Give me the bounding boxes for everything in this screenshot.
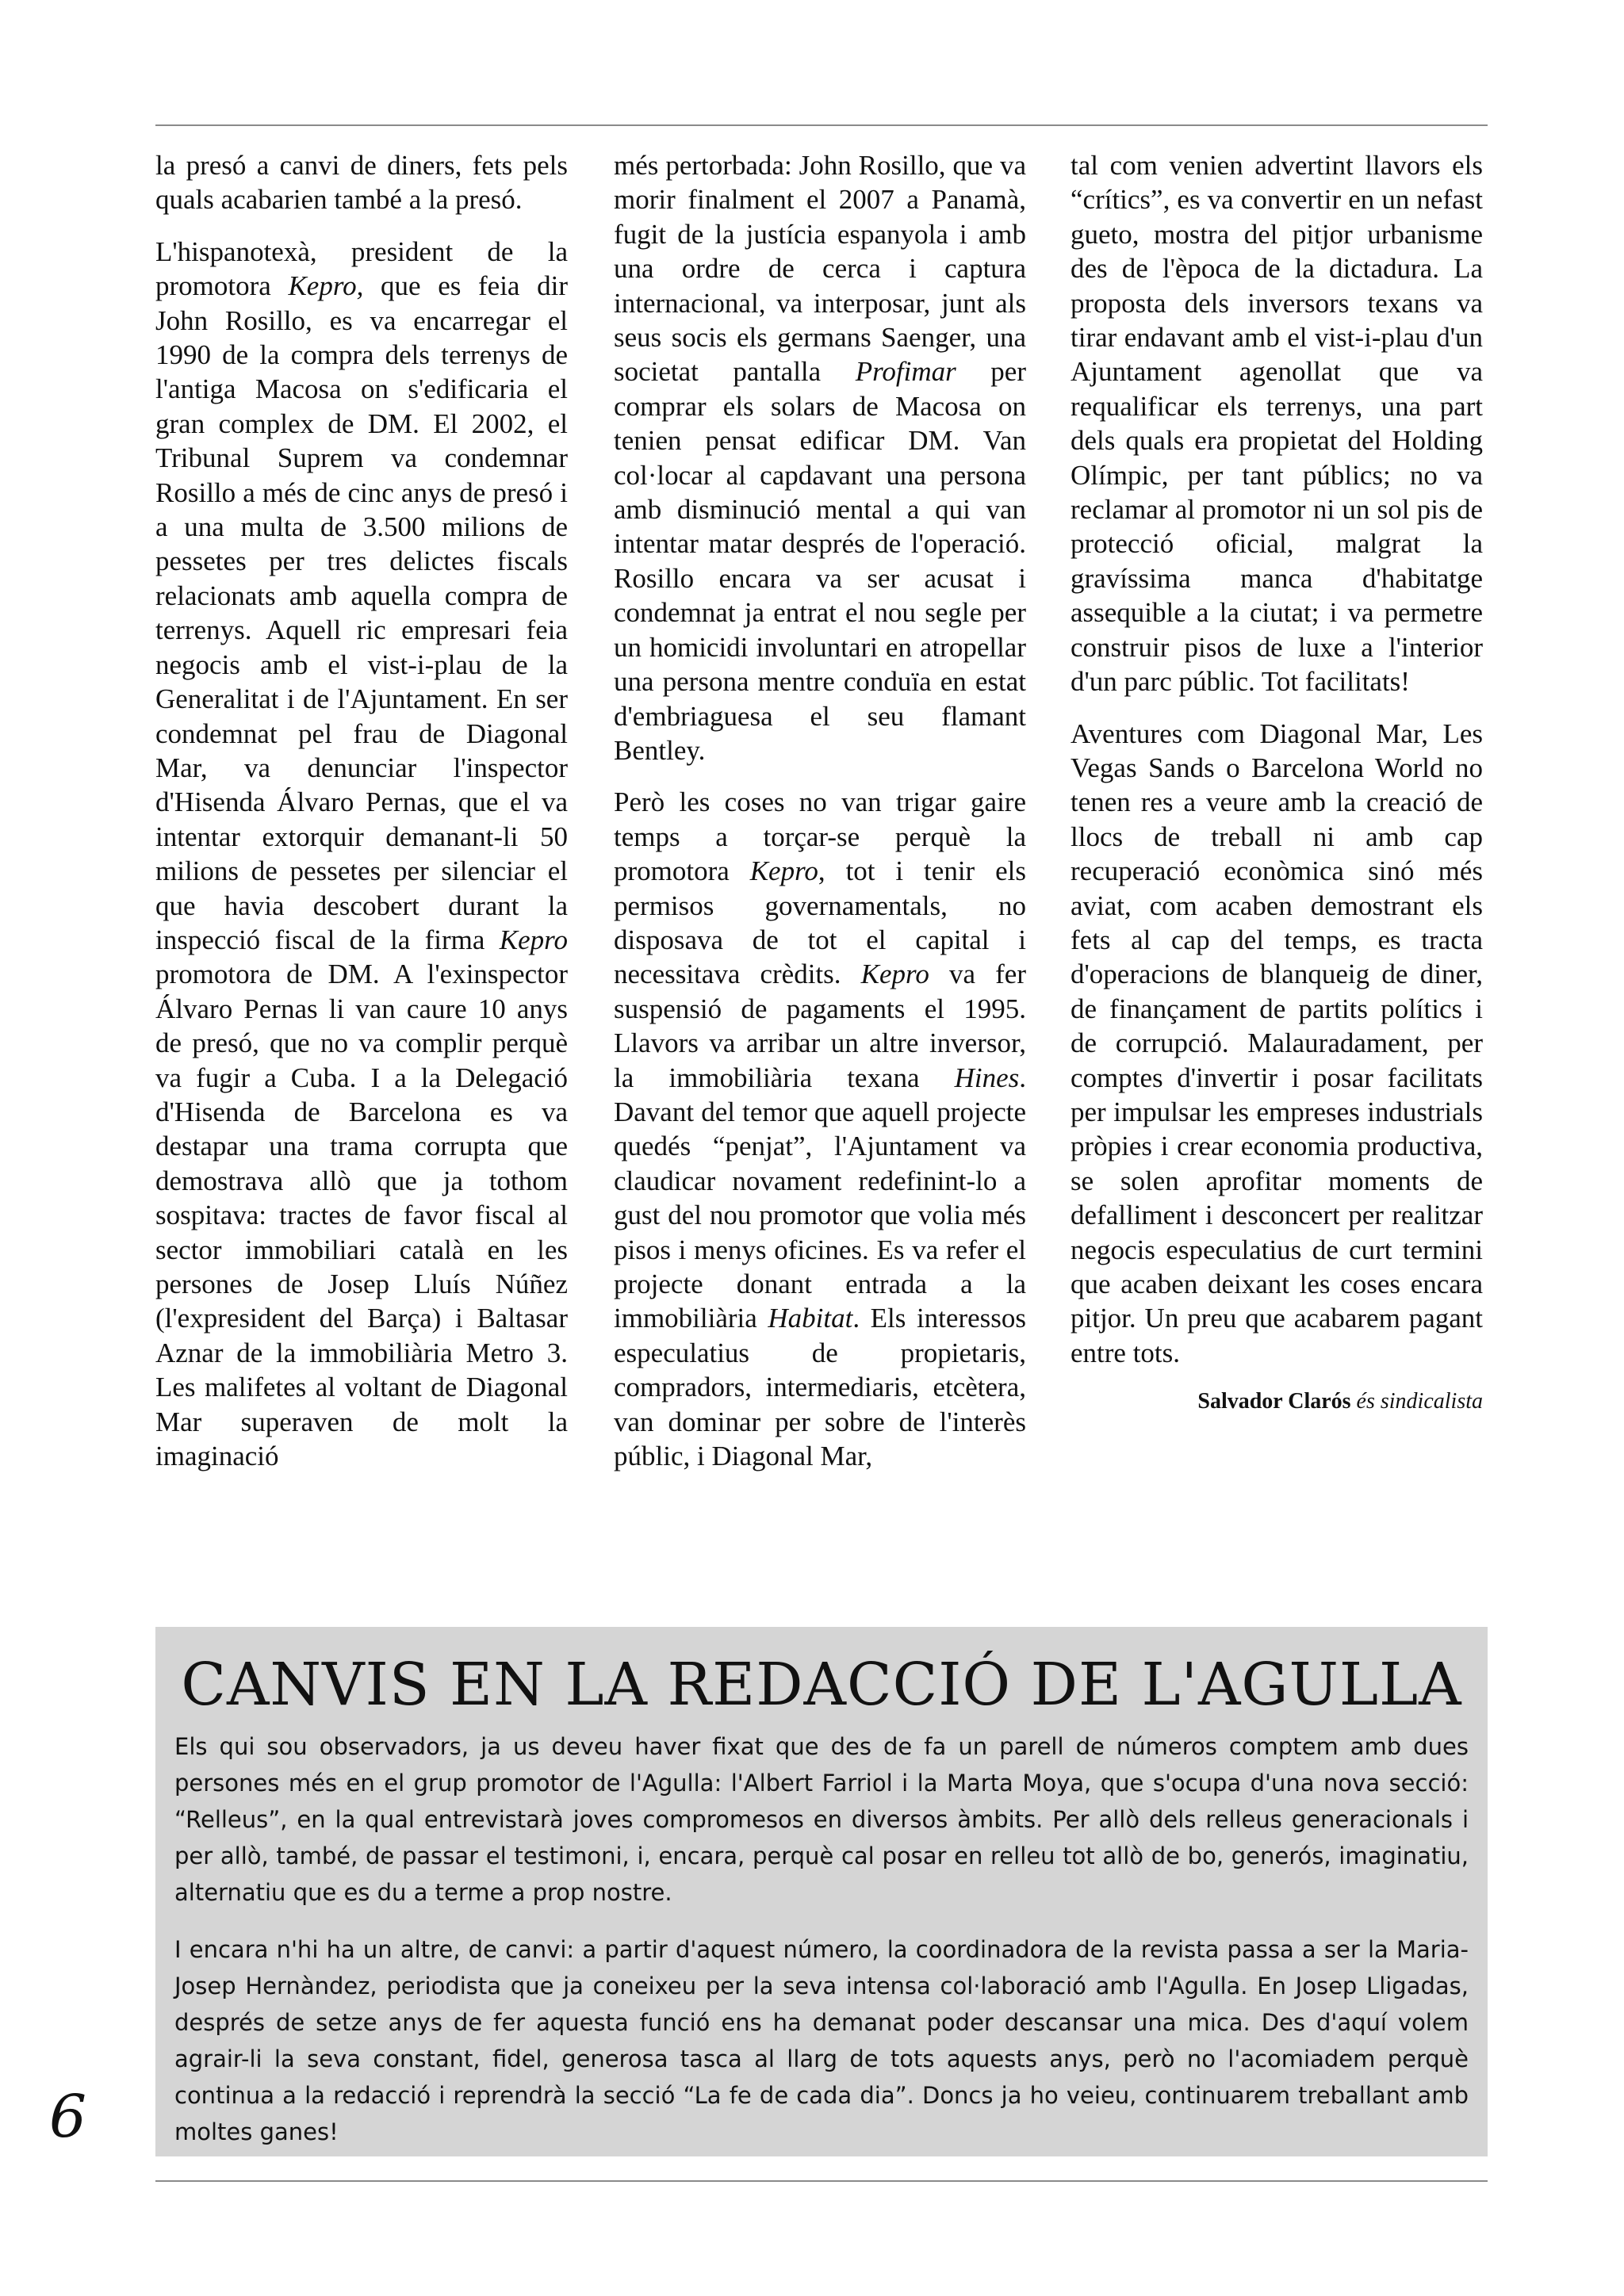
article-text: . Els interessos especulatius de propietaris, compradors, intermediaris, etcètera, van dominar per sobre de l'interès públic, i Diagonal Mar,: [614, 1303, 1026, 1472]
article-text: L'hispanotexà, president de la promotora: [155, 235, 568, 302]
article-text: que es feia dir John Rosillo, es va encarregar el 1990 de la compra dels terrenys de l'antiga Macosa on s'edificaria el gran complex de DM. El 2002, el Tribunal Suprem va condemnar Rosillo a més de cinc anys de presó i a una multa de 3.500 milions de pessetes per tres delictes fiscals relacionats amb aquella compra de terrenys. Aquell ric empresari feia negocis amb el vist-i-plau de la Generalitat i de l'Ajuntament. En ser condemnat pel frau de Diagonal Mar, va denunciar l'inspector d'Hisenda Álvaro Pernas, que el va intentar extorquir demanant-li 50 milions de pessetes per silenciar el que havia descobert durant la inspecció fiscal de la firma: [155, 270, 568, 955]
article-text: més pertorbada: John Rosillo, que va morir finalment el 2007 a Panamà, fugit de la justícia espanyola i amb una ordre de cerca i captura internacional, va interposar, junt als seus socis els germans Saenger, una societat pantalla: [614, 150, 1026, 388]
announcement-paragraph: I encara n'hi ha un altre, de canvi: a partir d'aquest número, la coordinadora de la revista passa a ser la Maria-Josep Hernàndez, periodista que ja coneixeu per la seva intensa col·laboració amb l'Agulla. En Josep Lligadas, després de setze anys de fer aquesta funció ens ha demanat poder descansar una mica. Des d'aquí volem agrair-li la seva constant, fidel, generosa tasca al llarg de tots aquests anys, però no l'acomiadem perquè continua a la redacció i reprendrà la secció “La fe de cada dia”. Doncs ja ho veieu, continuarem treballant amb moltes ganes!: [174, 1936, 1469, 2145]
top-rule: [155, 124, 1488, 126]
author-signature: [1071, 1387, 1483, 1416]
article-text: promotora de DM. A l'exinspector Álvaro Pernas li van caure 10 anys de presó, que no va complir perquè va fugir a Cuba. I a la Delegació d'Hisenda de Barcelona es va destapar una trama corrupta que demostrava allò que ja tothom sospitava: tractes de favor fiscal al sector immobiliari català en les persones de Josep Lluís Núñez (l'expresident del Barça) i Baltasar Aznar de la immobiliària Metro 3. Les malifetes al voltant de Diagonal Mar superaven de molt la imaginació: [155, 959, 568, 1472]
article-paragraph: [1071, 717, 1483, 1371]
article-text: , tot i tenir els permisos governamentals, no disposava de tot el capital i necessitava crèdits.: [614, 855, 1026, 990]
article-paragraph: [614, 148, 1026, 767]
article-column-3: [1071, 148, 1483, 1552]
article-paragraph: [614, 785, 1026, 1473]
article-text: . Davant del temor que aquell projecte quedés “penjat”, l'Ajuntament va claudicar novament redefinint-lo a gust del nou promotor que volia més pisos i menys oficines. Es va refer el projecte donant entrada a la immobiliària: [614, 1062, 1026, 1334]
article-text: va fer suspensió de pagaments el 1995. Llavors va arribar un altre inversor, la immobiliària texana: [614, 959, 1026, 1093]
author-name: Salvador Clarós: [1197, 1389, 1351, 1414]
article-text: Però les coses no van trigar gaire temps a torçar-se perquè la promotora: [614, 786, 1026, 887]
announcement-paragraph: Els qui sou observadors, ja us deveu haver fixat que des de fa un parell de números comptem amb dues persones més en el grup promotor de l'Agulla: l'Albert Farriol i la Marta Moya, que s'ocupa d'una nova secció: “Relleus”, en la qual entrevistarà joves compromesos en diversos àmbits. Per allò dels relleus generacionals i per allò, també, de passar el testimoni, i, encara, perquè cal posar en relleu tot allò de bo, generós, imaginatiu, alternatiu que es du a terme a prop nostre.: [174, 1733, 1469, 1906]
company-name-italic: Kepro: [860, 959, 929, 990]
author-role: és sindicalista: [1350, 1389, 1483, 1414]
article-paragraph: [155, 235, 568, 1474]
company-name-italic: Kepro: [499, 924, 568, 955]
article-paragraph: [155, 148, 568, 217]
company-name-italic: Profimar: [855, 356, 956, 388]
bottom-rule: [155, 2180, 1488, 2182]
page-number: 6: [49, 2083, 87, 2151]
article-text: Aventures com Diagonal Mar, Les Vegas Sands o Barcelona World no tenen res a veure amb la creació de llocs de treball ni amb cap recuperació econòmica sinó més aviat, com acaben demostrant els fets al cap del temps, es tracta d'operacions de blanqueig de diner, de finançament de partits polítics i de corrupció. Malauradament, per comptes d'invertir i posar facilitats per impulsar les empreses industrials pròpies i crear economia productiva, se solen aprofitar moments de defalliment i desconcert per realitzar negocis especulatius de curt termini que acaben deixant les coses encara pitjor. Un preu que acabarem pagant entre tots.: [1071, 718, 1483, 1368]
company-name-italic: Hines: [954, 1062, 1020, 1093]
company-name-italic: Kepro,: [288, 270, 364, 302]
company-name-italic: Kepro: [749, 855, 818, 887]
company-name-italic: Habitat: [768, 1303, 853, 1334]
article-text: la presó a canvi de diners, fets pels quals acabarien també a la presó.: [155, 150, 568, 216]
announcement-title: CANVIS EN LA REDACCIÓ DE L'AGULLA: [181, 1651, 1462, 1719]
article-column-1: [155, 148, 568, 1552]
article-paragraph: [1071, 148, 1483, 699]
article-text: per comprar els solars de Macosa on tenien pensat edificar DM. Van col·locar al capdavant una persona amb disminució mental a qui van intentar matar després de l'operació. Rosillo encara va ser acusat i condemnat ja entrat el nou segle per un homicidi involuntari en atropellar una persona mentre conduïa en estat d'embriaguesa el seu flamant Bentley.: [614, 356, 1026, 766]
article-column-2: [614, 148, 1026, 1552]
announcement-box: [155, 1627, 1488, 2156]
article-text: tal com venien advertint llavors els “crítics”, es va convertir en un nefast gueto, mostra del pitjor urbanisme des de l'època de la dictadura. La proposta dels inversors texans va tirar endavant amb el vist-i-plau d'un Ajuntament agenollat que va requalificar els terrenys, una part dels quals era propietat del Holding Olímpic, per tant públics; no va reclamar al promotor ni un sol pis de protecció oficial, malgrat la gravíssima manca d'habitatge assequible a la ciutat; i va permetre construir pisos de luxe a l'interior d'un parc públic. Tot facilitats!: [1071, 150, 1483, 698]
article-columns: [155, 148, 1488, 1552]
